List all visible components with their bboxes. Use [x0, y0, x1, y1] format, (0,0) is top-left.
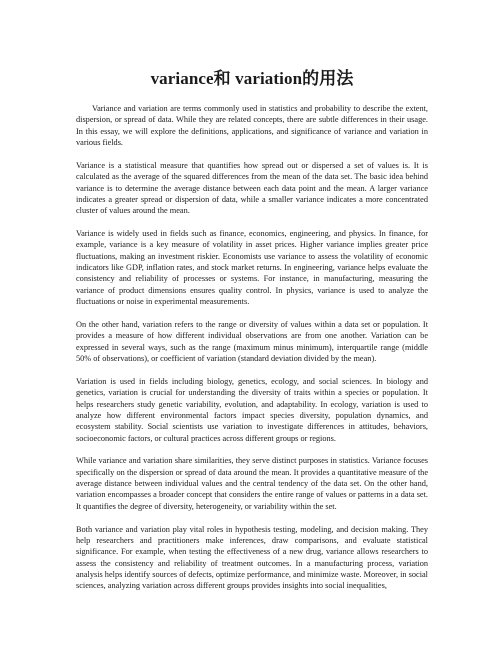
- paragraph-variation-definition: On the other hand, variation refers to the range or diversity of values within a data set or population. It provides a measure of how different individual observations are from one another. Variation can be expressed in several ways, such as the range (maximum minus minimum), interquartile range (middle 50% of observations), or coefficient of variation (standard deviation divided by the mean).: [76, 320, 428, 364]
- paragraph-variance-definition: Variance is a statistical measure that quantifies how spread out or dispersed a set of values is. It is calculated as the average of the squared differences from the mean of the data set. The basic idea behind variance is to determine the average distance between each data point and the mean. A larger variance indicates a greater spread or dispersion of data, while a smaller variance indicates a more concentrated cluster of values around the mean.: [76, 160, 428, 216]
- paragraph-variance-applications: Variance is widely used in fields such as finance, economics, engineering, and physics. In finance, for example, variance is a key measure of volatility in asset prices. Higher variance implies greater price fluctuations, making an investment riskier. Economists use variance to assess the volatility of economic indicators like GDP, inflation rates, and stock market returns. In engineering, variance helps evaluate the consistency and reliability of processes or systems. For instance, in manufacturing, measuring the variance of product dimensions ensures quality control. In physics, variance is used to analyze the fluctuations or noise in experimental measurements.: [76, 229, 428, 307]
- paragraph-roles: Both variance and variation play vital roles in hypothesis testing, modeling, and decision making. They help researchers and practitioners make inferences, draw comparisons, and evaluate statistical significance. For example, when testing the effectiveness of a new drug, variance allows researchers to assess the consistency and reliability of treatment outcomes. In a manufacturing process, variation analysis helps identify sources of defects, optimize performance, and minimize waste. Moreover, in social sciences, analyzing variation across different groups provides insights into social inequalities,: [76, 524, 428, 591]
- paragraph-comparison: While variance and variation share similarities, they serve distinct purposes in statistics. Variance focuses specifically on the dispersion or spread of data around the mean. It provides a quantitative measure of the average distance between individual values and the central tendency of the data set. On the other hand, variation encompasses a broader concept that considers the entire range of values or patterns in a data set. It quantifies the degree of diversity, heterogeneity, or variability within the set.: [76, 456, 428, 511]
- paragraph-intro: Variance and variation are terms commonly used in statistics and probability to describe the extent, dispersion, or spread of data. While they are related concepts, there are subtle differences in their usage. In this essay, we will explore the definitions, applications, and significance of variance and variation in various fields.: [76, 104, 428, 148]
- paragraph-variation-applications: Variation is used in fields including biology, genetics, ecology, and social sciences. In biology and genetics, variation is crucial for understanding the diversity of traits within a species or population. It helps researchers study genetic variability, evolution, and adaptability. In ecology, variation is used to analyze how different environmental factors impact species diversity, population dynamics, and ecosystem stability. Social scientists use variation to investigate differences in attitudes, behaviors, socioeconomic factors, or cultural practices across different groups or regions.: [76, 376, 428, 443]
- document-title: variance和 variation的用法: [150, 69, 354, 88]
